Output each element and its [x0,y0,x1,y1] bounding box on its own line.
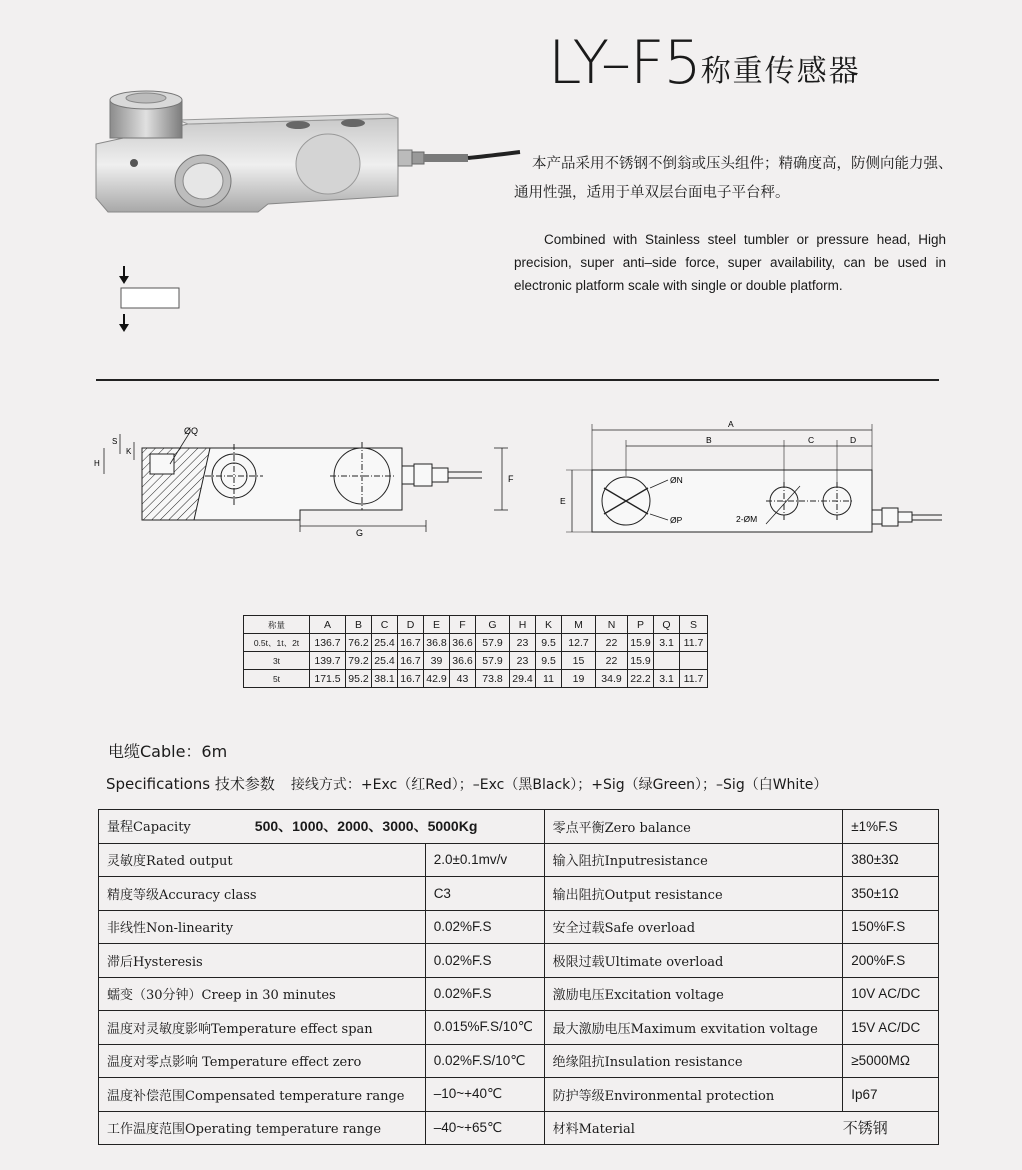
dimension-cell: 34.9 [596,670,628,688]
spec-label: 灵敏度Rated output [99,843,426,877]
spec-value: ±1%F.S [843,810,939,844]
spec-value: –10~+40℃ [425,1078,544,1112]
dimension-cell: 171.5 [310,670,346,688]
dimension-cell: 23 [510,652,536,670]
dimension-cell: 39 [424,652,450,670]
spec-value: –40~+65℃ [425,1111,544,1145]
spec-value: 0.02%F.S [425,910,544,944]
table-row [99,977,939,1011]
spec-heading-line [106,773,827,794]
capacity-label: 量程Capacity [107,820,191,836]
header-cell: P [628,616,654,634]
spec-label: 精度等级Accuracy class [99,877,426,911]
spec-value: 200%F.S [843,944,939,978]
spec-value: 2.0±0.1mv/v [425,843,544,877]
description-chinese: 本产品采用不锈钢不倒翁或压头组件；精确度高，防侧向能力强、通用性强，适用于单双层台面电子平台秤。 [514,156,953,201]
spec-value: Ip67 [843,1078,939,1112]
header-cell: 称量 [244,616,310,634]
dimension-cell: 15.9 [628,652,654,670]
dimension-cell: 79.2 [346,652,372,670]
dimension-cell: 42.9 [424,670,450,688]
dim-label-k: K [126,447,132,456]
description-english: Combined with Stainless steel tumbler or pressure head, High precision, super anti–side force, super availability, can be used in electronic platform scale with single or double platform. [514,232,946,293]
table-row [99,1111,939,1145]
spec-label: 安全过载Safe overload [544,910,843,944]
model-name: LY–F5 [548,28,701,98]
dim-label-d: D [850,435,857,445]
dim-label-q: ØQ [184,426,199,436]
spec-label: 温度对零点影响 Temperature effect zero [99,1044,426,1078]
dimension-cell: 3.1 [654,670,680,688]
dimension-cell: 11.7 [680,670,708,688]
dimension-cell: 22 [596,652,628,670]
dimension-cell: 57.9 [476,634,510,652]
dim-label-m: 2-ØM [736,514,758,524]
dimension-cell: 139.7 [310,652,346,670]
header-cell: B [346,616,372,634]
spec-value: C3 [425,877,544,911]
spec-value: 0.02%F.S [425,944,544,978]
spec-label: 输出阻抗Output resistance [544,877,843,911]
header-cell: D [398,616,424,634]
dimension-cell: 16.7 [398,652,424,670]
dimension-cell: 9.5 [536,652,562,670]
dim-label-s: S [112,437,118,446]
table-row [99,910,939,944]
dim-label-p: ØP [670,515,683,525]
spec-label: 蠕变（30分钟）Creep in 30 minutes [99,977,426,1011]
dim-label-h: H [94,459,100,468]
dimension-cell: 3.1 [654,634,680,652]
dim-label-e: E [560,496,566,506]
dimension-cell: 23 [510,634,536,652]
header-cell: E [424,616,450,634]
dim-label-c: C [808,435,815,445]
dimension-cell: 9.5 [536,634,562,652]
dimension-cell: 136.7 [310,634,346,652]
dimension-cell: 95.2 [346,670,372,688]
dimension-cell: 73.8 [476,670,510,688]
header-cell: G [476,616,510,634]
dimension-cell: 0.5t、1t、2t [244,634,310,652]
dimension-header-row [244,616,708,634]
specifications-table [98,809,939,1145]
capacity-value: 500、1000、2000、3000、5000Kg [254,818,478,835]
header-cell: H [510,616,536,634]
header-cell: Q [654,616,680,634]
spec-label: 防护等级Environmental protection [544,1078,843,1112]
spec-value: 150%F.S [843,910,939,944]
spec-label: 温度补偿范围Compensated temperature range [99,1078,426,1112]
dim-label-b: B [706,435,712,445]
top-view-drawing [550,416,950,546]
dimension-cell: 36.8 [424,634,450,652]
header-cell: K [536,616,562,634]
dimension-cell: 16.7 [398,670,424,688]
header-cell: C [372,616,398,634]
dimension-cell: 29.4 [510,670,536,688]
dimension-cell: 43 [450,670,476,688]
spec-heading: Specifications 技术参数 [106,775,275,793]
dim-label-g: G [356,528,364,538]
spec-label: 滞后Hysteresis [99,944,426,978]
dimension-cell: 12.7 [562,634,596,652]
spec-label: 极限过载Ultimate overload [544,944,843,978]
cable-length: 电缆Cable：6m [108,742,228,761]
spec-label: 绝缘阻抗Insulation resistance [544,1044,843,1078]
table-row [99,843,939,877]
spec-label: 最大激励电压Maximum exvitation voltage [544,1011,843,1045]
dimension-cell: 16.7 [398,634,424,652]
header-cell: F [450,616,476,634]
table-row [99,944,939,978]
load-direction-icon [116,266,186,336]
spec-label: 非线性Non-linearity [99,910,426,944]
table-row [99,877,939,911]
table-row [99,1078,939,1112]
dimension-cell: 36.6 [450,652,476,670]
spec-value: 0.02%F.S [425,977,544,1011]
product-photo [88,86,528,216]
spec-label: 温度对灵敏度影响Temperature effect span [99,1011,426,1045]
spec-label: 输入阻抗Inputresistance [544,843,843,877]
dimension-cell [680,652,708,670]
header-cell: M [562,616,596,634]
spec-value: 0.02%F.S/10℃ [425,1044,544,1078]
spec-value: ≥5000MΩ [843,1044,939,1078]
header-cell: A [310,616,346,634]
dimension-cell: 57.9 [476,652,510,670]
table-row [99,810,939,844]
spec-value: 10V AC/DC [843,977,939,1011]
dimension-cell: 22 [596,634,628,652]
header-cell: N [596,616,628,634]
side-view-drawing [90,420,530,550]
dimension-cell [654,652,680,670]
dim-label-f: F [508,474,514,484]
spec-value: 15V AC/DC [843,1011,939,1045]
dimension-cell: 11.7 [680,634,708,652]
table-row [99,1011,939,1045]
divider [96,379,939,381]
spec-label: 激励电压Excitation voltage [544,977,843,1011]
table-row [244,652,708,670]
spec-label: 材料Material [544,1111,843,1145]
dimension-cell: 22.2 [628,670,654,688]
dim-label-a: A [728,419,734,429]
dimension-cell: 76.2 [346,634,372,652]
spec-value: 不锈钢 [843,1111,939,1145]
dimension-cell: 19 [562,670,596,688]
table-row [99,1044,939,1078]
capacity-cell [99,810,545,844]
table-row [244,634,708,652]
header-cell: S [680,616,708,634]
spec-value: 350±1Ω [843,877,939,911]
dimension-cell: 25.4 [372,652,398,670]
dimension-cell: 36.6 [450,634,476,652]
dimension-table [243,615,708,688]
dimension-cell: 15.9 [628,634,654,652]
spec-label: 工作温度范围Operating temperature range [99,1111,426,1145]
product-subtitle: 称重传感器 [700,54,861,89]
dimension-cell: 15 [562,652,596,670]
dimension-cell: 5t [244,670,310,688]
spec-value: 380±3Ω [843,843,939,877]
page-title [548,28,861,98]
dimension-cell: 3t [244,652,310,670]
table-row [244,670,708,688]
dim-label-n: ØN [670,475,683,485]
dimension-cell: 25.4 [372,634,398,652]
spec-value: 0.015%F.S/10℃ [425,1011,544,1045]
wiring-info: 接线方式：+Exc（红Red）；–Exc（黑Black）；+Sig（绿Green）；–Sig（白White） [290,777,828,793]
dimension-cell: 11 [536,670,562,688]
spec-label: 零点平衡Zero balance [544,810,843,844]
dimension-cell: 38.1 [372,670,398,688]
